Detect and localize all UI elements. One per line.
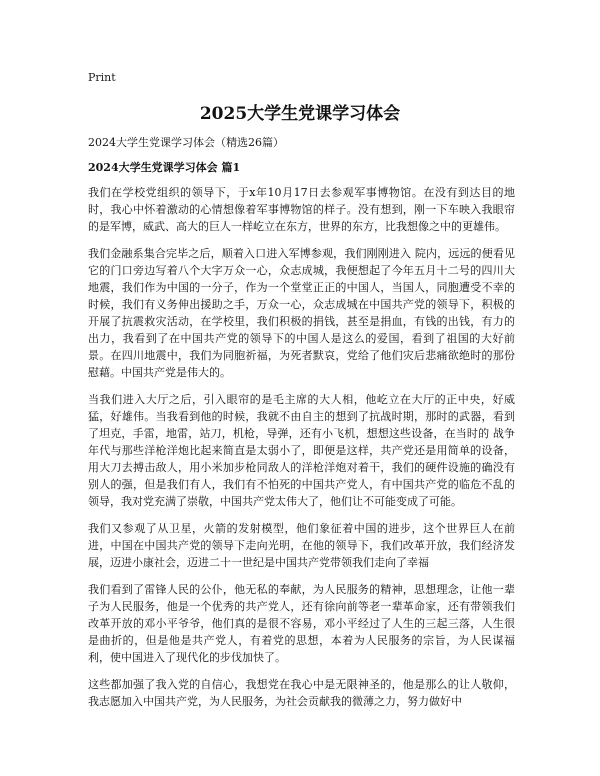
- paragraph-4: 我们又参观了从卫星，火箭的发射模型，他们象征着中国的进步，这个世界巨人在前进，中国在中国共产党的领导下走向光明，在他的领导下，我们改革开放，我们经济发展，迈进小康社会，迈进二十一世纪是中国共产党带领我们走向了幸福: [88, 522, 515, 569]
- article-body: [88, 184, 515, 720]
- page-title: 2025大学生党课学习体会: [199, 104, 401, 124]
- paragraph-5: 我们看到了雷锋人民的公仆，他无私的奉献，为人民服务的精神，思想理念，让他一辈子为人民服务，他是一个优秀的共产党人，还有徐向前等老一辈革命家，还有带领我们改革开放的邓小平爷爷，他们真的是很不容易，邓小平经过了人生的三起三落，人生很是曲折的，但是他是共产党人，有着党的思想，本着为人民服务的宗旨，为人民谋福利，使中国进入了现代化的步伐加快了。: [88, 583, 515, 664]
- section-heading: 2024大学生党课学习体会 篇1: [88, 161, 241, 174]
- paragraph-6: 这些都加强了我入党的自信心，我想党在我心中是无限神圣的，他是那么的让人敬仰，我志愿加入中国共产党，为人民服务，为社会贡献我的微薄之力，努力做好中: [88, 678, 515, 708]
- print-label[interactable]: Print: [88, 71, 116, 84]
- paragraph-2: 我们金融系集合完毕之后，顺着入口进入军博参观，我们刚刚进入 院内，远远的便看见它的门口旁边写着八个大字万众一心，众志成城，我便想起了今年五月十二号的四川大地震，我们作为中国的一分子，作为一个堂堂正正的中国人，当国人，同胞遭受不幸的时候，我们有义务伸出援助之手，万众一心，众志成城在中国共产党的领导下，积极的开展了抗震救灾活动，在学校里，我们积极的捐钱，甚至是捐血，有钱的出钱，有力的出力，我看到了在中国共产党的领导下的中国人是这么的爱国，看到了祖国的大好前景。在四川地震中，我们为同胞祈福，为死者默哀，党给了他们灾后悲痛欲绝时的那份慰藉。中国共产党是伟大的。: [88, 247, 515, 379]
- paragraph-3: 当我们进入大厅之后，引入眼帘的是毛主席的大人相，他屹立在大厅的正中央，好威猛，好雄伟。当我看到他的时候，我就不由自主的想到了抗战时期，那时的武器，看到了坦克，手雷，地雷，站刀，机枪，导弹，还有小飞机，想想这些设备，在当时的 战争年代与那些洋枪洋炮比起来简直是太弱小了，即便是这样，共产党还是用简单的设备，用大刀去搏击敌人，用小米加步枪同敌人的洋枪洋炮对着干，我们的硬件设施的确没有别人的强，但是我们有人，我们有不怕死的中国共产党人，有中国共产党的临危不乱的领导，我对党充满了崇敬，中国共产党太伟大了，他们让不可能变成了可能。: [88, 393, 515, 508]
- paragraph-1: 我们在学校党组织的领导下，于x年10月17日去参观军事博物馆。在没有到达目的地时，我心中怀着激动的心情想像着军事博物馆的样子。没有想到，刚一下车映入我眼帘的是军博，威武、高大的巨人一样屹立在东方，世界的东方，比我想像之中的更雄伟。: [88, 186, 515, 233]
- document-subtitle: 2024大学生党课学习体会（精选26篇）: [88, 136, 284, 149]
